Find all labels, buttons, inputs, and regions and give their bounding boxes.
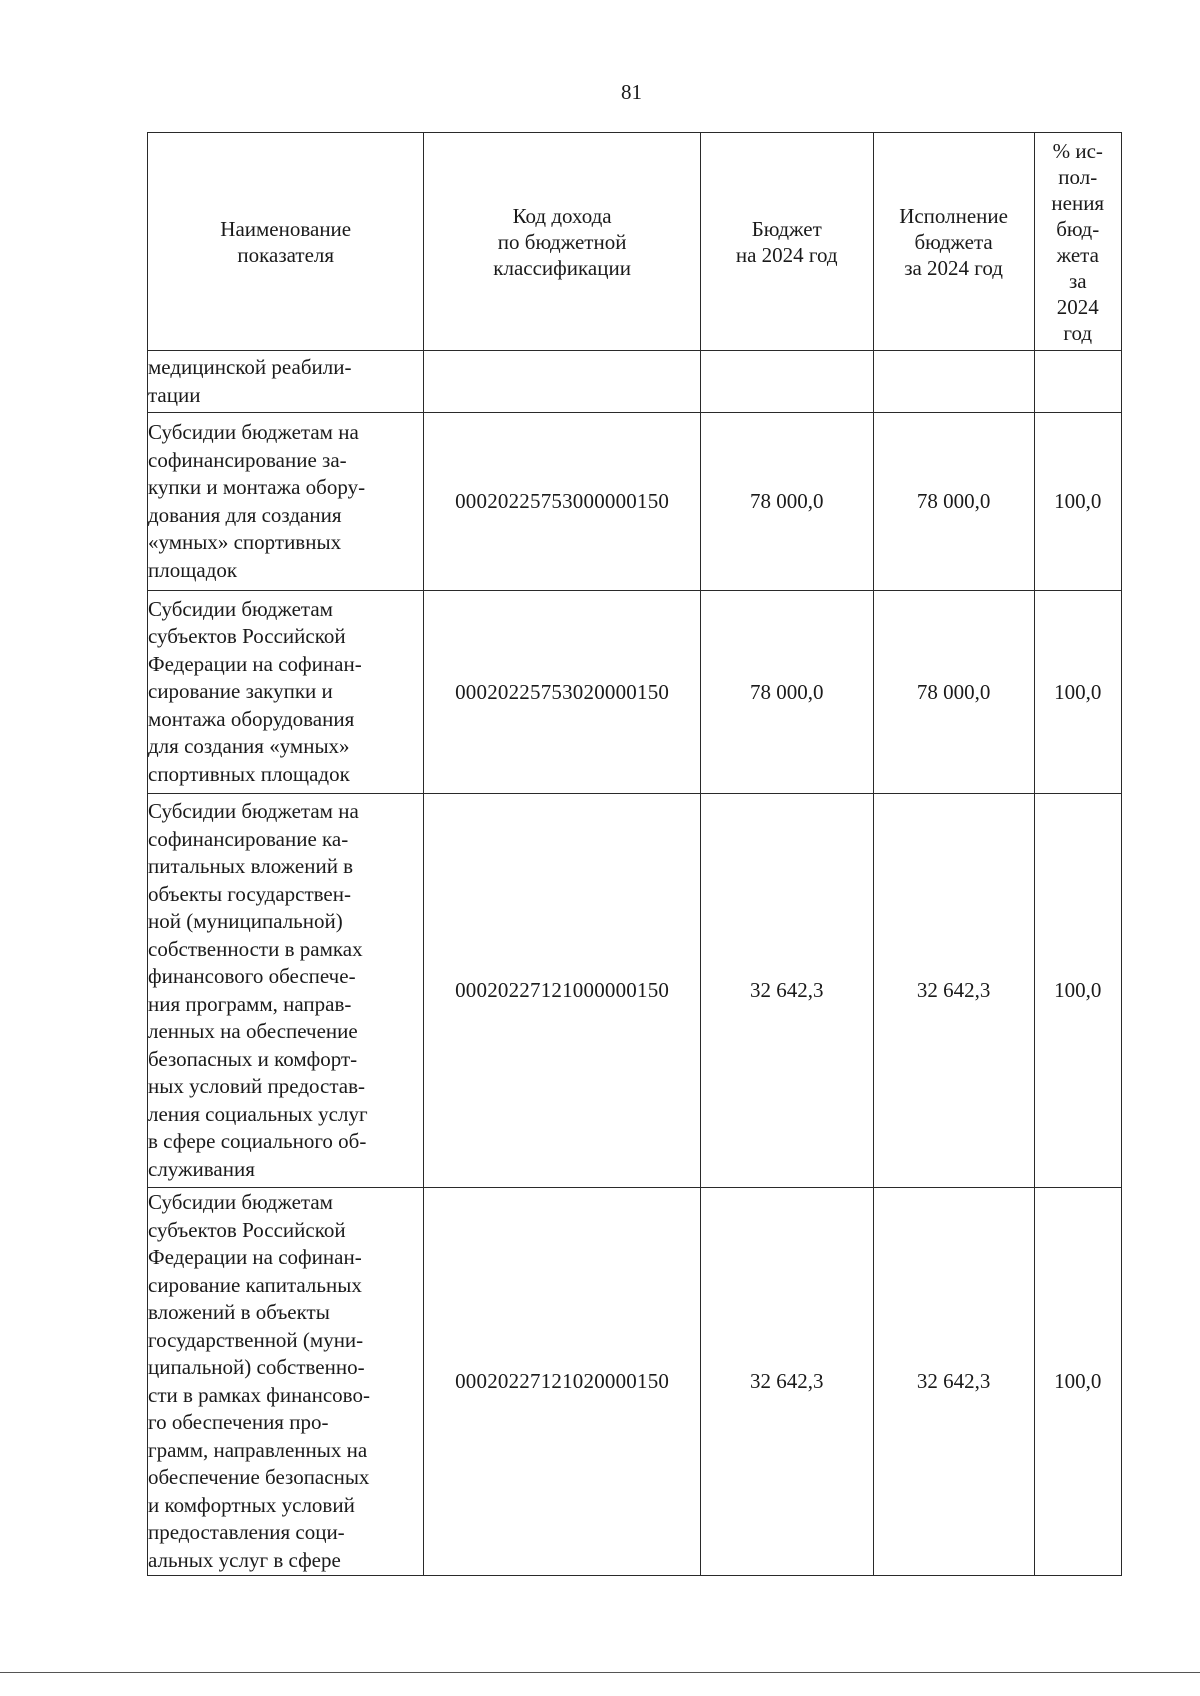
row-name-line: Федерации на софинан-: [148, 1245, 362, 1269]
row-budget-cell: 32 642,3: [700, 794, 873, 1188]
row-name-line: купки и монтажа обору-: [148, 475, 366, 499]
header-percent-line: 2024: [1056, 294, 1099, 319]
row-name-line: и комфортных условий: [148, 1492, 355, 1517]
row-name-line: медицинской реабили-: [148, 355, 352, 379]
row-budget-cell: 78 000,0: [700, 591, 873, 794]
row-name-line: вложений в объекты: [148, 1300, 330, 1324]
row-name-line: тации: [148, 382, 201, 407]
row-name-line: Субсидии бюджетам: [148, 1190, 333, 1214]
header-budget: [700, 133, 873, 351]
row-name-line: ния программ, направ-: [148, 991, 352, 1016]
row-name-line: в сфере социального об-: [148, 1129, 367, 1153]
table-row: [148, 794, 1122, 1188]
row-name-line: го обеспечения про-: [148, 1410, 329, 1434]
row-percent-cell: 100,0: [1034, 413, 1122, 591]
row-name-line: для создания «умных»: [148, 734, 350, 759]
header-name: [148, 133, 424, 351]
row-name-line: государственной (муни-: [148, 1327, 364, 1352]
row-name-line: Субсидии бюджетам на: [148, 420, 359, 444]
row-percent-cell: 100,0: [1034, 794, 1122, 1188]
header-name-line: показателя: [237, 242, 335, 267]
header-code-line: Код дохода: [512, 203, 612, 228]
header-code-line: классификации: [493, 255, 631, 280]
row-name-line: финансового обеспече-: [148, 964, 356, 988]
row-name-line: объекты государствен-: [148, 881, 351, 906]
row-name-line: обеспечение безопасных: [148, 1465, 370, 1489]
row-name-line: «умных» спортивных: [148, 530, 342, 554]
header-execution-line: за 2024 год: [904, 255, 1003, 280]
row-name-cell: [148, 591, 424, 794]
row-name-line: спортивных площадок: [148, 761, 350, 786]
header-code: [424, 133, 700, 351]
header-percent: [1034, 133, 1122, 351]
table-row: [148, 591, 1122, 794]
header-percent-line: нения: [1051, 190, 1105, 215]
row-execution-cell: 32 642,3: [873, 1188, 1034, 1576]
row-name-line: площадок: [148, 557, 238, 582]
row-execution-cell: 78 000,0: [873, 413, 1034, 591]
row-name-line: питальных вложений в: [148, 854, 354, 878]
row-name-line: монтажа оборудования: [148, 706, 355, 731]
header-execution-line: Исполнение: [899, 203, 1008, 228]
row-name-line: безопасных и комфорт-: [148, 1046, 358, 1071]
header-percent-line: % ис-: [1052, 138, 1103, 163]
row-name-line: Субсидии бюджетам: [148, 596, 333, 621]
row-name-cell: [148, 1188, 424, 1576]
header-percent-line: бюд-: [1056, 216, 1100, 241]
row-name-line: Федерации на софинан-: [148, 651, 362, 676]
row-percent-cell: 100,0: [1034, 1188, 1122, 1576]
row-name-line: софинансирование ка-: [148, 826, 349, 851]
page-bottom-rule: [0, 1672, 1200, 1673]
row-name-line: собственности в рамках: [148, 936, 363, 961]
row-name-cell: [148, 351, 424, 413]
row-name-line: сти в рамках финансово-: [148, 1382, 370, 1407]
row-name-line: грамм, направленных на: [148, 1437, 368, 1462]
row-name-line: ленных на обеспечение: [148, 1019, 358, 1043]
row-code-cell: 00020225753000000150: [424, 413, 700, 591]
header-percent-line: жета: [1056, 242, 1099, 267]
row-name-line: субъектов Российской: [148, 624, 346, 649]
row-name-line: субъектов Российской: [148, 1217, 346, 1242]
row-budget-cell: 78 000,0: [700, 413, 873, 591]
row-execution-cell: [873, 351, 1034, 413]
table-row: [148, 351, 1122, 413]
row-name-line: ципальной) собственно-: [148, 1355, 365, 1379]
row-percent-cell: 100,0: [1034, 591, 1122, 794]
header-budget-line: на 2024 год: [735, 242, 838, 267]
row-name-line: ной (муниципальной): [148, 909, 343, 933]
row-execution-cell: 32 642,3: [873, 794, 1034, 1188]
header-percent-line: пол-: [1058, 164, 1098, 189]
budget-execution-table: [147, 132, 1122, 1576]
header-percent-line: год: [1063, 320, 1093, 345]
table-row: [148, 413, 1122, 591]
row-name-line: сирование капитальных: [148, 1272, 362, 1297]
header-execution: [873, 133, 1034, 351]
row-name-line: софинансирование за-: [148, 447, 347, 472]
row-name-line: ных условий предостав-: [148, 1074, 366, 1098]
row-percent-cell: [1034, 351, 1122, 413]
row-name-cell: [148, 794, 424, 1188]
header-execution-line: бюджета: [914, 229, 993, 254]
header-percent-line: за: [1068, 268, 1087, 293]
row-code-cell: 00020227121000000150: [424, 794, 700, 1188]
row-budget-cell: [700, 351, 873, 413]
table-header-row: [148, 133, 1122, 351]
page-number: 81: [621, 80, 642, 104]
header-name-line: Наименование: [220, 216, 352, 241]
row-name-line: служивания: [148, 1156, 255, 1181]
row-code-cell: [424, 351, 700, 413]
row-code-cell: 00020225753020000150: [424, 591, 700, 794]
row-name-cell: [148, 413, 424, 591]
row-name-line: альных услуг в сфере: [148, 1547, 341, 1572]
row-budget-cell: 32 642,3: [700, 1188, 873, 1576]
header-code-line: по бюджетной: [497, 229, 627, 254]
row-name-line: Субсидии бюджетам на: [148, 799, 359, 823]
row-name-line: дования для создания: [148, 502, 342, 527]
row-name-line: ления социальных услуг: [148, 1101, 368, 1126]
row-execution-cell: 78 000,0: [873, 591, 1034, 794]
header-budget-line: Бюджет: [751, 216, 822, 241]
row-code-cell: 00020227121020000150: [424, 1188, 700, 1576]
table-row: [148, 1188, 1122, 1576]
row-name-line: сирование закупки и: [148, 679, 333, 704]
row-name-line: предоставления соци-: [148, 1520, 345, 1544]
